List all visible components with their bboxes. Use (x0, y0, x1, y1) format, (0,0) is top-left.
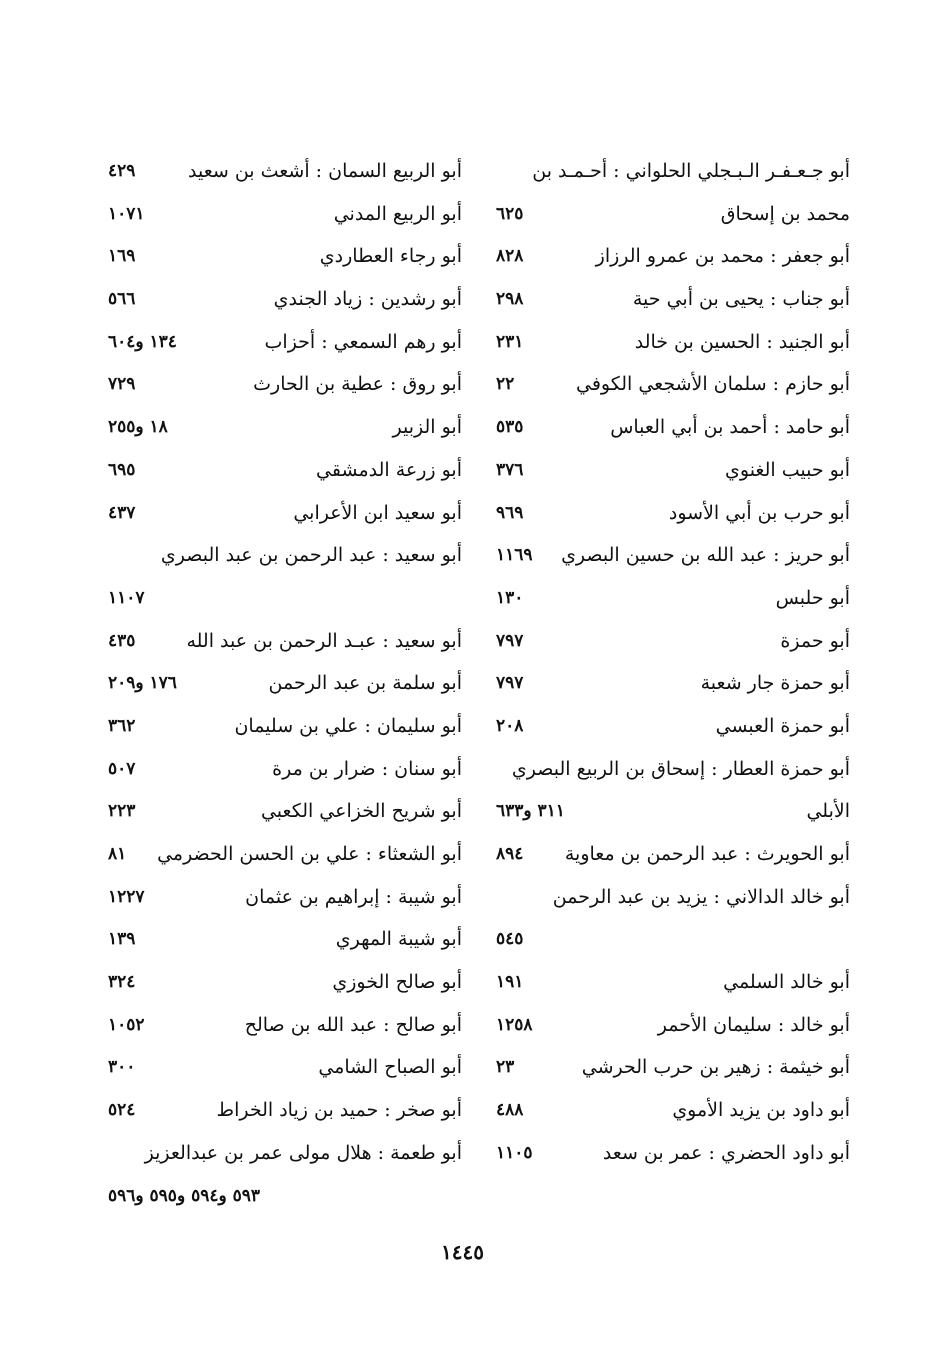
entry-page-ref: ١٦٩ (108, 246, 136, 267)
entry-page-ref: ٨١ (108, 844, 127, 864)
index-entry (478, 363, 850, 406)
entry-page-ref: ١٩١ (496, 972, 524, 993)
entry-name: أبو سعيد : عبد الرحمن بن عبد البصري (160, 544, 462, 567)
entry-page-ref: ٧٩٧ (496, 673, 524, 694)
index-entry (478, 406, 850, 449)
entry-name: أبو الشعثاء : علي بن الحسن الحضرمي (157, 843, 462, 865)
entry-page-ref: ١٣٤ و٦٠٤ (108, 331, 177, 352)
index-entry (478, 1004, 850, 1047)
entry-name: أبو سلمة بن عبد الرحمن (268, 672, 462, 695)
index-entry (478, 534, 850, 577)
entry-name: أبو سعيد ابن الأعرابي (293, 501, 462, 524)
page-number: ١٤٤٥ (441, 1240, 484, 1264)
entry-name: أبو حازم : سلمان الأشجعي الكوفي (576, 373, 850, 396)
entry-page-ref: ٣٧٦ (496, 459, 524, 480)
entry-page-ref: ٧٩٧ (496, 630, 524, 651)
entry-page-ref: ١٨ و٢٥٥ (108, 417, 168, 438)
index-entry (478, 876, 850, 919)
entry-page-ref: ٣٢٤ (108, 972, 136, 993)
entry-name: أبو داود الحضري : عمر بن سعد (602, 1141, 850, 1164)
index-entry (478, 235, 850, 278)
index-entry (478, 150, 850, 193)
index-entry (478, 705, 850, 748)
entry-page-ref: ١٠٧١ (108, 203, 145, 224)
index-entry (90, 620, 462, 663)
index-entry (90, 1175, 462, 1218)
index-entry (90, 406, 462, 449)
entry-page-ref: ٦٢٥ (496, 203, 524, 224)
entry-page-ref: ٢٢٣ (108, 801, 136, 822)
entry-page-ref: ٤٣٧ (108, 502, 136, 523)
entry-name: أبو سليمان : علي بن سليمان (234, 714, 462, 737)
entry-name: أبو طعمة : هلال مولى عمر بن عبدالعزيز (144, 1141, 462, 1164)
entry-name: أبو رشدين : زياد الجندي (273, 288, 462, 311)
index-entry (90, 1132, 462, 1175)
entry-name: أبو شيبة : إبراهيم بن عثمان (245, 885, 462, 908)
entry-page-ref: ٢٠٨ (496, 715, 524, 736)
entry-page-ref: ٥٦٦ (108, 289, 136, 310)
index-entry (90, 492, 462, 535)
index-entry (90, 363, 462, 406)
index-entry (90, 662, 462, 705)
entry-page-ref: ٥٣٥ (496, 417, 524, 438)
entry-name: أبو رجاء العطاردي (319, 245, 462, 268)
entry-name: أبو حبيب الغنوي (725, 458, 850, 481)
entry-name: أبو صخر : حميد بن زياد الخراط (216, 1099, 462, 1122)
entry-name: أبو شيبة المهري (335, 928, 462, 951)
index-entry (90, 961, 462, 1004)
entry-name: أبو حلبس (775, 586, 850, 609)
entry-page-ref: ٢٩٨ (496, 289, 524, 310)
index-entry (90, 790, 462, 833)
index-entry (478, 1089, 850, 1132)
entry-page-ref: ٥٢٤ (108, 1100, 136, 1121)
entry-name: أبو حامد : أحمد بن أبي العباس (610, 416, 850, 439)
index-column-left (90, 150, 462, 1217)
entry-page-ref: ٣٦٢ (108, 715, 136, 736)
index-entry (478, 961, 850, 1004)
index-entry (90, 1046, 462, 1089)
entry-name: أبو الحويرث : عبد الرحمن بن معاوية (564, 843, 850, 865)
entry-page-ref: ٩٦٩ (496, 502, 524, 523)
entry-name: أبو حمزة (780, 629, 850, 652)
entry-page-ref: ١٧٦ و٢٠٩ (108, 673, 177, 694)
index-entry (478, 918, 850, 961)
index-entry (90, 193, 462, 236)
entry-name: أبو زرعة الدمشقي (316, 458, 462, 481)
entry-name: أبو الصباح الشامي (318, 1056, 462, 1079)
entry-name: أبو رهم السمعي : أحزاب (264, 330, 462, 353)
entry-page-ref: ١١٠٧ (108, 587, 145, 608)
index-entry (90, 833, 462, 876)
entry-page-ref: ٣١١ و٦٣٣ (496, 801, 565, 822)
index-entry (478, 577, 850, 620)
entry-page-ref: ٤٣٥ (108, 630, 136, 651)
entry-name: أبو خالد السلمي (723, 971, 850, 994)
entry-page-ref: ٢٢ (496, 374, 515, 395)
entry-page-ref: ١١٦٩ (496, 545, 533, 566)
index-entry (90, 705, 462, 748)
index-entry (90, 918, 462, 961)
entry-page-ref: ٣٠٠ (108, 1057, 136, 1078)
entry-name: أبو خالد : سليمان الأحمر (657, 1013, 850, 1036)
index-entry (478, 321, 850, 364)
entry-name: أبو جـعـفـر الـبـجلي الحلواني : أحـمـد بن (532, 160, 850, 182)
entry-page-ref: ١٠٥٢ (108, 1014, 145, 1035)
entry-name: أبو حمزة العطار : إسحاق بن الربيع البصري (511, 757, 850, 780)
index-entry (90, 577, 462, 620)
entry-page-ref: ٥٩٣ و٥٩٤ و٥٩٥ و٥٩٦ (108, 1185, 261, 1206)
index-entry (90, 748, 462, 791)
entry-name: أبو سعيد : عبـد الرحمن بن عبد الله (186, 629, 462, 652)
entry-name: أبو حرب بن أبي الأسود (668, 501, 850, 524)
index-entry (478, 833, 850, 876)
entry-page-ref: ٨٢٨ (496, 246, 524, 267)
index-entry (478, 662, 850, 705)
entry-name: أبو خالد الدالاني : يزيد بن عبد الرحمن (552, 885, 850, 908)
entry-page-ref: ٤٨٨ (496, 1100, 524, 1121)
entry-name: أبو الزبير (392, 416, 462, 439)
index-entry (478, 748, 850, 791)
index-entry (478, 1132, 850, 1175)
index-entry (478, 278, 850, 321)
entry-name: أبو حريز : عبد الله بن حسين البصري (561, 544, 850, 567)
index-entry (478, 193, 850, 236)
entry-name: أبو جناب : يحيى بن أبي حية (632, 288, 850, 311)
entry-name: الأبلي (806, 800, 850, 823)
index-entry (90, 449, 462, 492)
entry-page-ref: ١٣٠ (496, 587, 524, 608)
entry-name: أبو داود بن يزيد الأموي (672, 1099, 850, 1122)
entry-name: أبو حمزة جار شعبة (700, 672, 850, 695)
index-entry (90, 534, 462, 577)
index-column-right (478, 150, 850, 1175)
index-entry (90, 321, 462, 364)
index-entry (90, 278, 462, 321)
entry-page-ref: ١٢٢٧ (108, 886, 145, 907)
entry-name: أبو خيثمة : زهير بن حرب الحرشي (581, 1056, 850, 1079)
entry-page-ref: ٥٤٥ (496, 929, 524, 950)
entry-page-ref: ٨٩٤ (496, 844, 524, 864)
entry-page-ref: ٧٢٩ (108, 374, 136, 395)
entry-name: أبو الربيع المدني (333, 202, 462, 225)
entry-name: أبو الربيع السمان : أشعث بن سعيد (187, 160, 462, 182)
entry-name: أبو روق : عطية بن الحارث (253, 373, 462, 396)
index-entry (90, 876, 462, 919)
entry-name: أبو حمزة العبسي (715, 714, 850, 737)
index-entry (90, 1004, 462, 1047)
entry-page-ref: ٤٢٩ (108, 161, 136, 181)
entry-name: أبو صالح : عبد الله بن صالح (244, 1013, 462, 1036)
entry-name: أبو صالح الخوزي (332, 971, 462, 994)
index-entry (478, 790, 850, 833)
entry-name: أبو جعفر : محمد بن عمرو الرزاز (595, 245, 850, 268)
entry-page-ref: ٥٠٧ (108, 758, 136, 779)
entry-page-ref: ٢٣ (496, 1057, 515, 1078)
index-entry (90, 235, 462, 278)
entry-page-ref: ١٣٩ (108, 929, 136, 950)
entry-name: محمد بن إسحاق (720, 202, 850, 225)
entry-page-ref: ١١٠٥ (496, 1142, 533, 1163)
entry-name: أبو الجنيد : الحسين بن خالد (634, 330, 850, 353)
index-entry (90, 150, 462, 193)
entry-name: أبو شريح الخزاعي الكعبي (260, 800, 462, 823)
entry-name: أبو سنان : ضرار بن مرة (272, 757, 462, 780)
index-entry (478, 1046, 850, 1089)
entry-page-ref: ٦٩٥ (108, 459, 136, 480)
index-entry (478, 449, 850, 492)
entry-page-ref: ١٢٥٨ (496, 1014, 533, 1035)
entry-page-ref: ٢٣١ (496, 331, 524, 352)
index-entry (478, 620, 850, 663)
index-entry (478, 492, 850, 535)
index-entry (90, 1089, 462, 1132)
